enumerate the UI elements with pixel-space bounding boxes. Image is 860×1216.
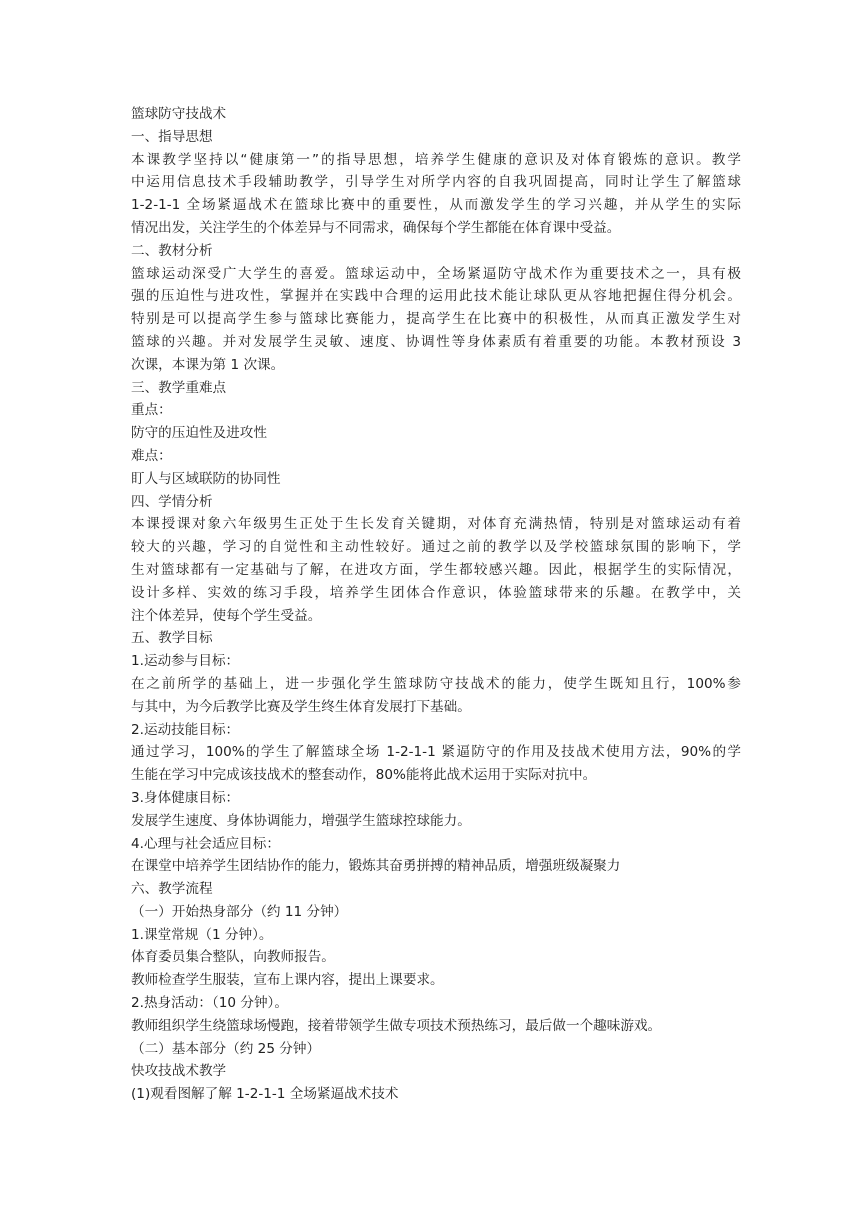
paragraph-line: 在之前所学的基础上，进一步强化学生篮球防守技战术的能力，使学生既知且行，100%参 [131,675,741,692]
document-body [131,103,741,1106]
paragraph-line: (1)观看图解了解 1-2-1-1 全场紧逼战术技术 [131,1086,399,1103]
label-difficulty: 难点： [131,447,172,464]
paragraph-line: 篮球的兴趣。并对发展学生灵敏、速度、协调性等身体素质有着重要的功能。本教材预设 3 [131,333,741,350]
section-heading-key-points: 三、教学重难点 [131,379,227,396]
goal-heading: 4.心理与社会适应目标： [131,835,280,852]
section-heading-material-analysis: 二、教材分析 [131,242,213,259]
paragraph-line: 注个体差异，使每个学生受益。 [131,607,322,624]
step-heading: 2.热身活动：（10 分钟）。 [131,995,288,1012]
paragraph-line: 较大的兴趣，学习的自觉性和主动性较好。通过之前的教学以及学校篮球氛围的影响下，学 [131,539,741,556]
subsection-heading: （二）基本部分（约 25 分钟） [131,1040,321,1057]
section-heading-student-analysis: 四、学情分析 [131,493,213,510]
paragraph-line: 发展学生速度、身体协调能力，增强学生篮球控球能力。 [131,812,471,829]
paragraph-line: 教师检查学生服装，宣布上课内容，提出上课要求。 [131,972,444,989]
goal-heading: 1.运动参与目标： [131,653,240,670]
paragraph-line: 情况出发，关注学生的个体差异与不同需求，确保每个学生都能在体育课中受益。 [131,219,621,236]
goal-heading: 2.运动技能目标： [131,721,240,738]
paragraph-line: 强的压迫性与进攻性，掌握并在实践中合理的运用此技术能让球队更从容地把握住得分机会。 [131,288,741,305]
paragraph-line: 与其中，为今后教学比赛及学生终生体育发展打下基础。 [131,698,471,715]
label-key-point: 重点： [131,402,172,419]
step-heading: 1.课堂常规（1 分钟）。 [131,926,273,943]
paragraph-line: 设计多样、实效的练习手段，培养学生团体合作意识，体验篮球带来的乐趣。在教学中，关 [131,584,741,601]
paragraph-line: 生对篮球都有一定基础与了解，在进攻方面，学生都较感兴趣。因此，根据学生的实际情况， [131,561,741,578]
paragraph-line: 中运用信息技术手段辅助教学，引导学生对所学内容的自我巩固提高，同时让学生了解篮球 [131,174,741,191]
document-title: 篮球防守技战术 [131,106,227,122]
paragraph-line: 特别是可以提高学生参与篮球比赛能力，提高学生在比赛中的积极性，从而真正激发学生对 [131,311,741,328]
subsection-heading: （一）开始热身部分（约 11 分钟） [131,903,348,920]
paragraph-line: 体育委员集合整队，向教师报告。 [131,949,335,966]
paragraph-line: 本课教学坚持以“健康第一”的指导思想，培养学生健康的意识及对体育锻炼的意识。教学 [131,151,741,168]
paragraph-line: 生能在学习中完成该技战术的整套动作，80%能将此战术运用于实际对抗中。 [131,767,597,784]
paragraph-line: 1-2-1-1 全场紧逼战术在篮球比赛中的重要性，从而激发学生的学习兴趣，并从学生的实际 [131,197,741,214]
paragraph-line: 篮球运动深受广大学生的喜爱。篮球运动中，全场紧逼防守战术作为重要技术之一，具有极 [131,265,741,282]
section-heading-teaching-goals: 五、教学目标 [131,630,213,647]
paragraph-line: 次课，本课为第 1 次课。 [131,356,285,373]
paragraph-line: 盯人与区域联防的协同性 [131,470,281,487]
goal-heading: 3.身体健康目标： [131,789,240,806]
paragraph-line: 通过学习，100%的学生了解篮球全场 1-2-1-1 紧逼防守的作用及技战术使用方法，90%的学 [131,744,741,761]
section-heading-teaching-process: 六、教学流程 [131,881,213,898]
paragraph-line: 快攻技战术教学 [131,1063,227,1080]
section-heading-guiding-thought: 一、指导思想 [131,128,213,145]
paragraph-line: 教师组织学生绕篮球场慢跑，接着带领学生做专项技术预热练习，最后做一个趣味游戏。 [131,1017,662,1034]
paragraph-line: 在课堂中培养学生团结协作的能力，锻炼其奋勇拼搏的精神品质，增强班级凝聚力 [131,858,621,875]
paragraph-line: 本课授课对象六年级男生正处于生长发育关键期，对体育充满热情，特别是对篮球运动有着 [131,516,741,533]
paragraph-line: 防守的压迫性及进攻性 [131,425,267,442]
